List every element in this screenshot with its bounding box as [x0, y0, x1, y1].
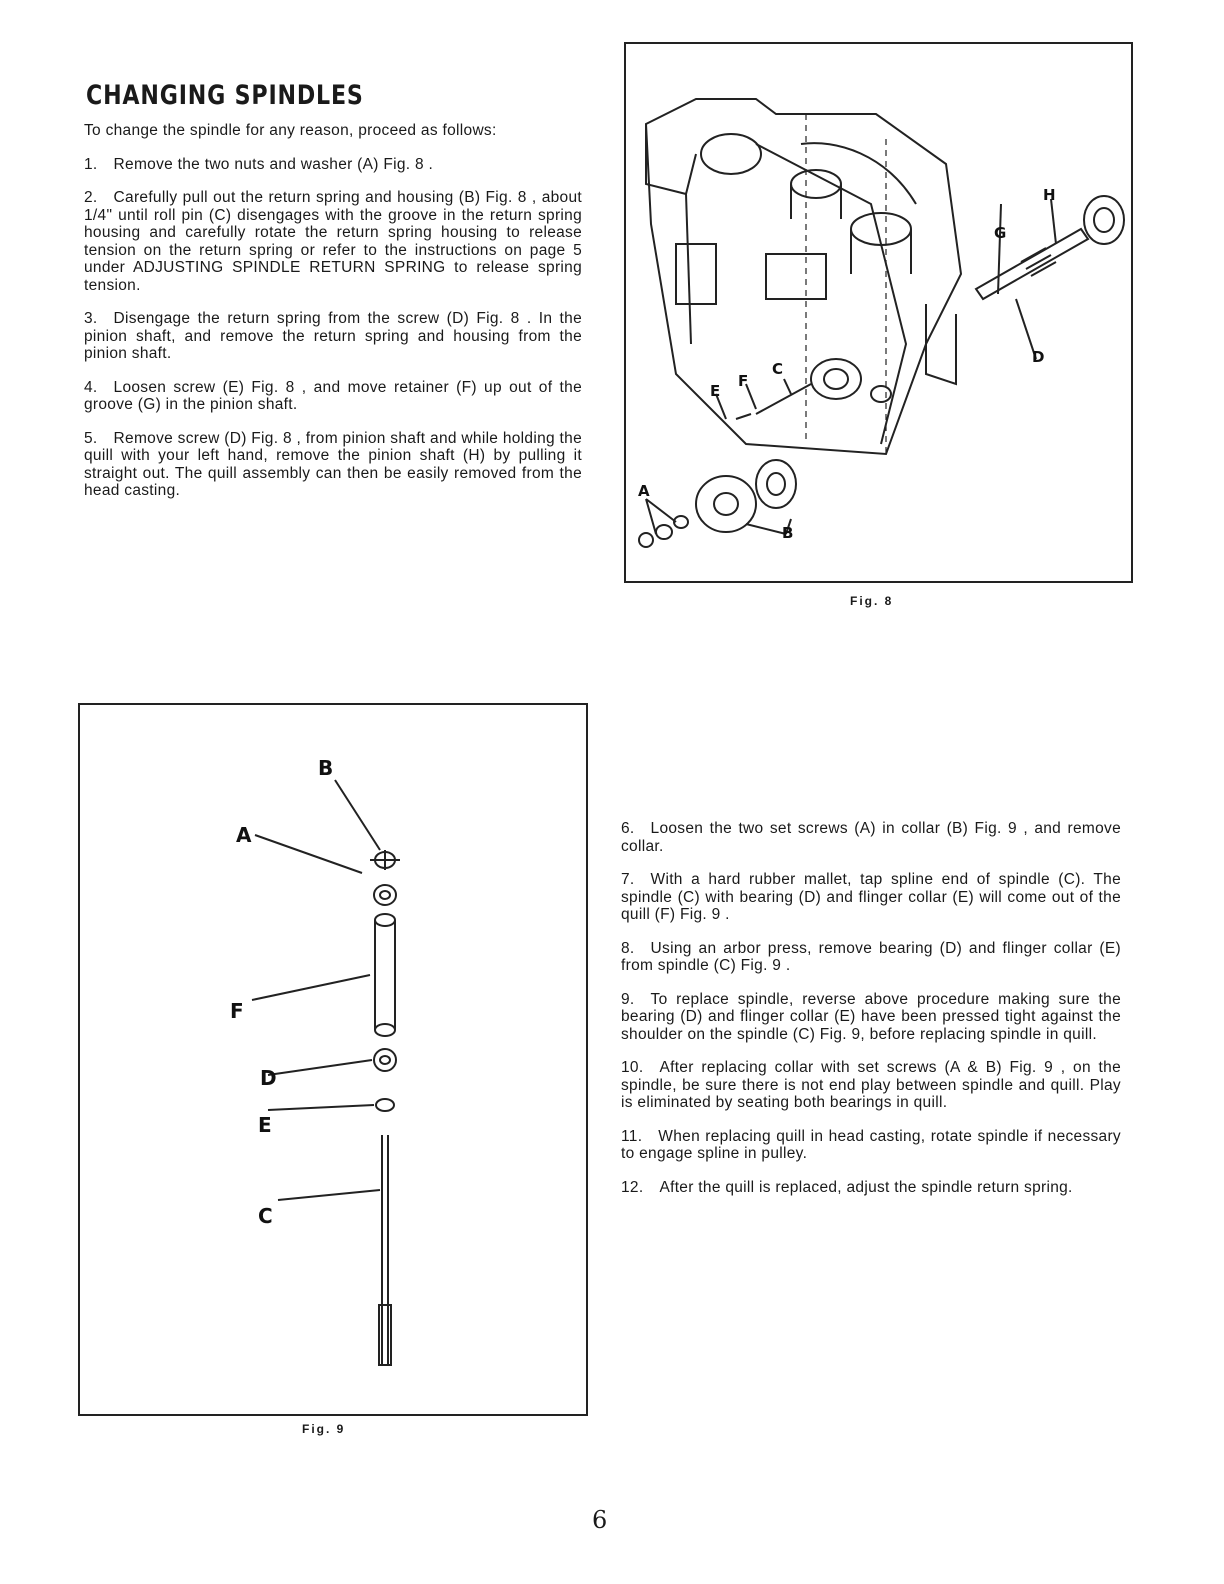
step-text: To replace spindle, reverse above procedure making sure the bearing (D) and flinger collar (E) have been pressed tight against the shoulder on the spindle (C) Fig. 9, before replacing spindle in quill. [621, 990, 1121, 1043]
fig8-label-c: C [772, 360, 784, 378]
fig8-label-d: D [1032, 348, 1045, 366]
step-number: 5. [84, 429, 98, 447]
step-number: 8. [621, 939, 635, 957]
page-number: 6 [592, 1506, 608, 1534]
figure-8-head-casting [624, 42, 1133, 583]
fig9-label-c: C [258, 1204, 273, 1228]
figure-9-quill-assembly [78, 703, 588, 1416]
fig9-label-d: D [260, 1066, 277, 1090]
step-6 [621, 820, 1121, 855]
page-title: CHANGING SPINDLES [86, 80, 364, 111]
step-number: 12. [621, 1178, 644, 1196]
fig8-label-f: F [738, 372, 749, 390]
spindle-c [382, 1135, 388, 1365]
fig8-label-b: B [782, 524, 794, 542]
step-number: 7. [621, 871, 635, 888]
step-number: 10. [621, 1059, 644, 1076]
right-instructions [621, 820, 1121, 1212]
step-number: 3. [84, 310, 98, 327]
step-number: 9. [621, 990, 635, 1008]
step-text: With a hard rubber mallet, tap spline end of spindle (C). The spindle (C) with bearing (D) and flinger collar (E) will come out of the quill (F) Fig. 9 . [621, 871, 1121, 923]
step-1 [84, 156, 582, 174]
intro-paragraph: To change the spindle for any reason, proceed as follows: [84, 122, 497, 139]
step-number: 11. [621, 1127, 643, 1145]
step-3 [84, 310, 582, 363]
step-8 [621, 940, 1121, 975]
fig9-label-f: F [230, 999, 244, 1023]
left-instructions [84, 122, 582, 516]
step-text: Remove the two nuts and washer (A) Fig. 8 . [113, 155, 434, 173]
step-number: 2. [84, 189, 98, 206]
step-9 [621, 991, 1121, 1044]
fig8-label-a: A [638, 482, 650, 500]
step-7 [621, 871, 1121, 924]
step-text: After the quill is replaced, adjust the spindle return spring. [659, 1178, 1073, 1196]
step-text: Carefully pull out the return spring and housing (B) Fig. 8 , about 1/4" until roll pin (C) disengages with the groove in the return spring housing and carefully rotate the return spring housing to release tension on the return spring or refer to the instructions on page 5 under ADJUSTING SPINDLE RETURN SPRING to release spring tension. [84, 189, 582, 294]
step-2 [84, 189, 582, 294]
step-number: 6. [621, 820, 635, 837]
step-11 [621, 1128, 1121, 1163]
step-5 [84, 430, 582, 500]
step-text: Loosen screw (E) Fig. 8 , and move retainer (F) up out of the groove (G) in the pinion shaft. [84, 378, 582, 413]
figure-8-caption: Fig. 8 [850, 594, 894, 608]
bearing-d [374, 1049, 396, 1071]
fig9-label-a: A [236, 823, 252, 847]
step-12 [621, 1179, 1121, 1197]
step-text: Using an arbor press, remove bearing (D) and flinger collar (E) from spindle (C) Fig. 9 . [621, 939, 1121, 974]
step-text: Loosen the two set screws (A) in collar (B) Fig. 9 , and remove collar. [621, 820, 1121, 855]
fig9-label-b: B [318, 756, 334, 780]
step-text: After replacing collar with set screws (A & B) Fig. 9 , on the spindle, be sure there is not end play between spindle and quill. Play is eliminated by seating both bearings in quill. [621, 1059, 1121, 1111]
fig8-label-g: G [994, 224, 1007, 242]
head-casting-outline [646, 99, 961, 454]
fig8-label-h: H [1043, 186, 1056, 204]
quill-f [375, 920, 395, 1030]
flinger-collar-e [376, 1099, 394, 1111]
figure-8-drawing [626, 44, 1131, 581]
pinion-shaft-outline [976, 229, 1088, 299]
step-number: 1. [84, 155, 98, 173]
figure-9-caption: Fig. 9 [302, 1422, 346, 1436]
step-number: 4. [84, 378, 98, 396]
step-10 [621, 1059, 1121, 1112]
step-text: When replacing quill in head casting, rotate spindle if necessary to engage spline in pulley. [621, 1127, 1121, 1162]
step-text: Remove screw (D) Fig. 8 , from pinion shaft and while holding the quill with your left hand, remove the pinion shaft (H) by pulling it straight out. The quill assembly can then be easily removed from the head casting. [84, 429, 582, 499]
step-4 [84, 379, 582, 414]
step-text: Disengage the return spring from the screw (D) Fig. 8 . In the pinion shaft, and remove the return spring and housing from the pinion shaft. [84, 310, 582, 362]
fig9-label-e: E [258, 1113, 272, 1137]
figure-9-drawing [80, 705, 586, 1414]
fig8-label-e: E [710, 382, 721, 400]
